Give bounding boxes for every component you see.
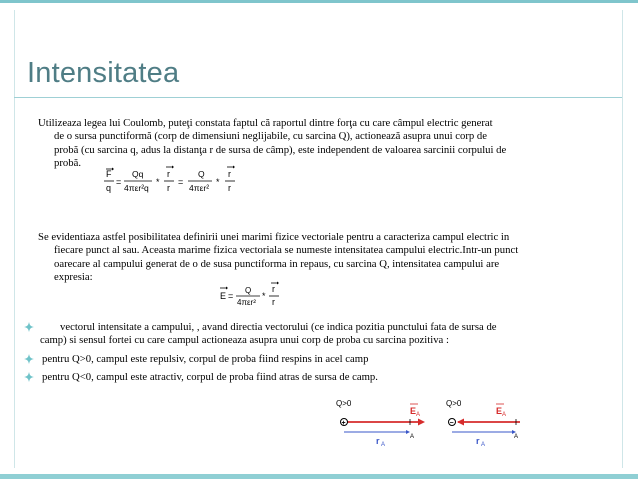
formula-force-ratio-svg bbox=[104, 164, 254, 198]
left-border-line bbox=[14, 10, 15, 468]
diagram-e-sub: A bbox=[416, 412, 421, 418]
formula-f: F bbox=[106, 169, 112, 179]
formula-force-ratio bbox=[104, 164, 254, 198]
bullet-line: camp) si sensul fortei cu care campul actioneaza asupra unui corp de proba cu sarcina pozitiva : bbox=[40, 334, 449, 347]
formula-equals: = bbox=[178, 177, 184, 187]
bullet-icon bbox=[24, 322, 34, 332]
formula-r-vec: r bbox=[272, 284, 275, 294]
paragraph-line: Se evidentiaza astfel posibilitatea definirii unei marimi fizice vectoriale pentru a caracteriza campul electric in bbox=[38, 231, 510, 243]
bullet-text: pentru Q>0, campul este repulsiv, corpul de proba fiind respins in acel camp bbox=[42, 352, 369, 365]
formula-field-intensity-svg bbox=[218, 281, 288, 311]
diagram-e-sub: A bbox=[502, 412, 507, 418]
paragraph-line: de o sursa punctiformă (corp de dimensiuni neglijabile, cu sarcina Q), actionează asupra unui corp de bbox=[54, 130, 487, 143]
paragraph-line: probă. bbox=[54, 157, 82, 170]
field-vector-diagram bbox=[330, 392, 526, 448]
formula-e: E bbox=[220, 291, 227, 301]
formula-equals: = bbox=[228, 291, 234, 301]
paragraph-definition bbox=[38, 231, 608, 285]
bullet-list bbox=[24, 321, 608, 390]
right-border-line bbox=[622, 10, 623, 468]
top-accent-bar bbox=[0, 0, 638, 3]
formula-star: * bbox=[262, 291, 266, 301]
formula-r: r bbox=[167, 183, 170, 193]
diagram-point-label: A bbox=[514, 434, 519, 440]
field-vector-diagram-svg bbox=[330, 392, 526, 448]
paragraph-line: Utilizeaza legea lui Coulomb, puteţi constata faptul că raportul dintre forţa cu care câmpul electric generat bbox=[38, 117, 493, 129]
formula-r: r bbox=[272, 297, 275, 307]
formula-q-upper: Q bbox=[245, 286, 252, 295]
diagram-negative-source bbox=[446, 399, 520, 448]
formula-r-vec: r bbox=[167, 169, 170, 179]
bullet-item bbox=[24, 371, 608, 384]
diagram-source-sign: − bbox=[449, 420, 454, 427]
bullet-line: vectorul intensitate a campului, , avand directia vectorului (ce indica pozitia punctului fata de sursa de bbox=[60, 321, 497, 333]
slide-title: Intensitatea bbox=[27, 57, 180, 89]
formula-qq: Qq bbox=[132, 169, 144, 179]
paragraph-line: oarecare al campului generat de o de susa punctiforma in repaus, cu sarcina Q, intensitatea campului are bbox=[54, 257, 500, 270]
paragraph-line: fiecare punct al sau. Aceasta marime fizica vectoriala se numeste intensitatea campului electric.Intr-un punct bbox=[54, 244, 519, 257]
bullet-icon bbox=[24, 372, 34, 382]
bullet-text: pentru Q<0, campul este atractiv, corpul de proba fiind atras de sursa de camp. bbox=[42, 371, 378, 384]
formula-den2: 4πεr² bbox=[189, 183, 210, 193]
diagram-field-arrowhead bbox=[418, 419, 425, 426]
diagram-positive-source bbox=[336, 399, 425, 448]
diagram-charge-label: Q>0 bbox=[446, 399, 462, 408]
diagram-e-label: E bbox=[496, 406, 503, 416]
diagram-source-sign: + bbox=[341, 420, 346, 427]
diagram-field-arrowhead bbox=[457, 419, 464, 426]
formula-q-upper: Q bbox=[198, 169, 205, 179]
paragraph-coulomb bbox=[38, 117, 606, 171]
formula-den1: 4πεr²q bbox=[124, 183, 149, 193]
diagram-r-sub: A bbox=[381, 442, 386, 448]
formula-equals: = bbox=[116, 177, 122, 187]
formula-r-vec: r bbox=[228, 169, 231, 179]
bullet-item bbox=[24, 353, 608, 366]
formula-r: r bbox=[228, 183, 231, 193]
paragraph-line: expresia: bbox=[54, 271, 93, 284]
formula-star: * bbox=[156, 177, 160, 187]
diagram-charge-label: Q>0 bbox=[336, 399, 352, 408]
diagram-r-sub: A bbox=[481, 442, 486, 448]
diagram-r-label: r bbox=[376, 436, 380, 446]
bullet-icon bbox=[24, 354, 34, 364]
paragraph-line: probă (cu sarcina q, adus la distanţa r de sursa de câmp), este independent de valoarea sarcinii corpului de bbox=[54, 143, 507, 156]
diagram-r-label: r bbox=[476, 436, 480, 446]
formula-den: 4πεr² bbox=[237, 298, 256, 307]
formula-q: q bbox=[106, 183, 112, 193]
diagram-point-label: A bbox=[410, 434, 415, 440]
bullet-item bbox=[24, 321, 608, 348]
title-divider bbox=[14, 97, 622, 98]
formula-field-intensity bbox=[218, 281, 288, 311]
bottom-accent-bar bbox=[0, 474, 638, 479]
diagram-e-label: E bbox=[410, 406, 417, 416]
formula-star: * bbox=[216, 177, 220, 187]
